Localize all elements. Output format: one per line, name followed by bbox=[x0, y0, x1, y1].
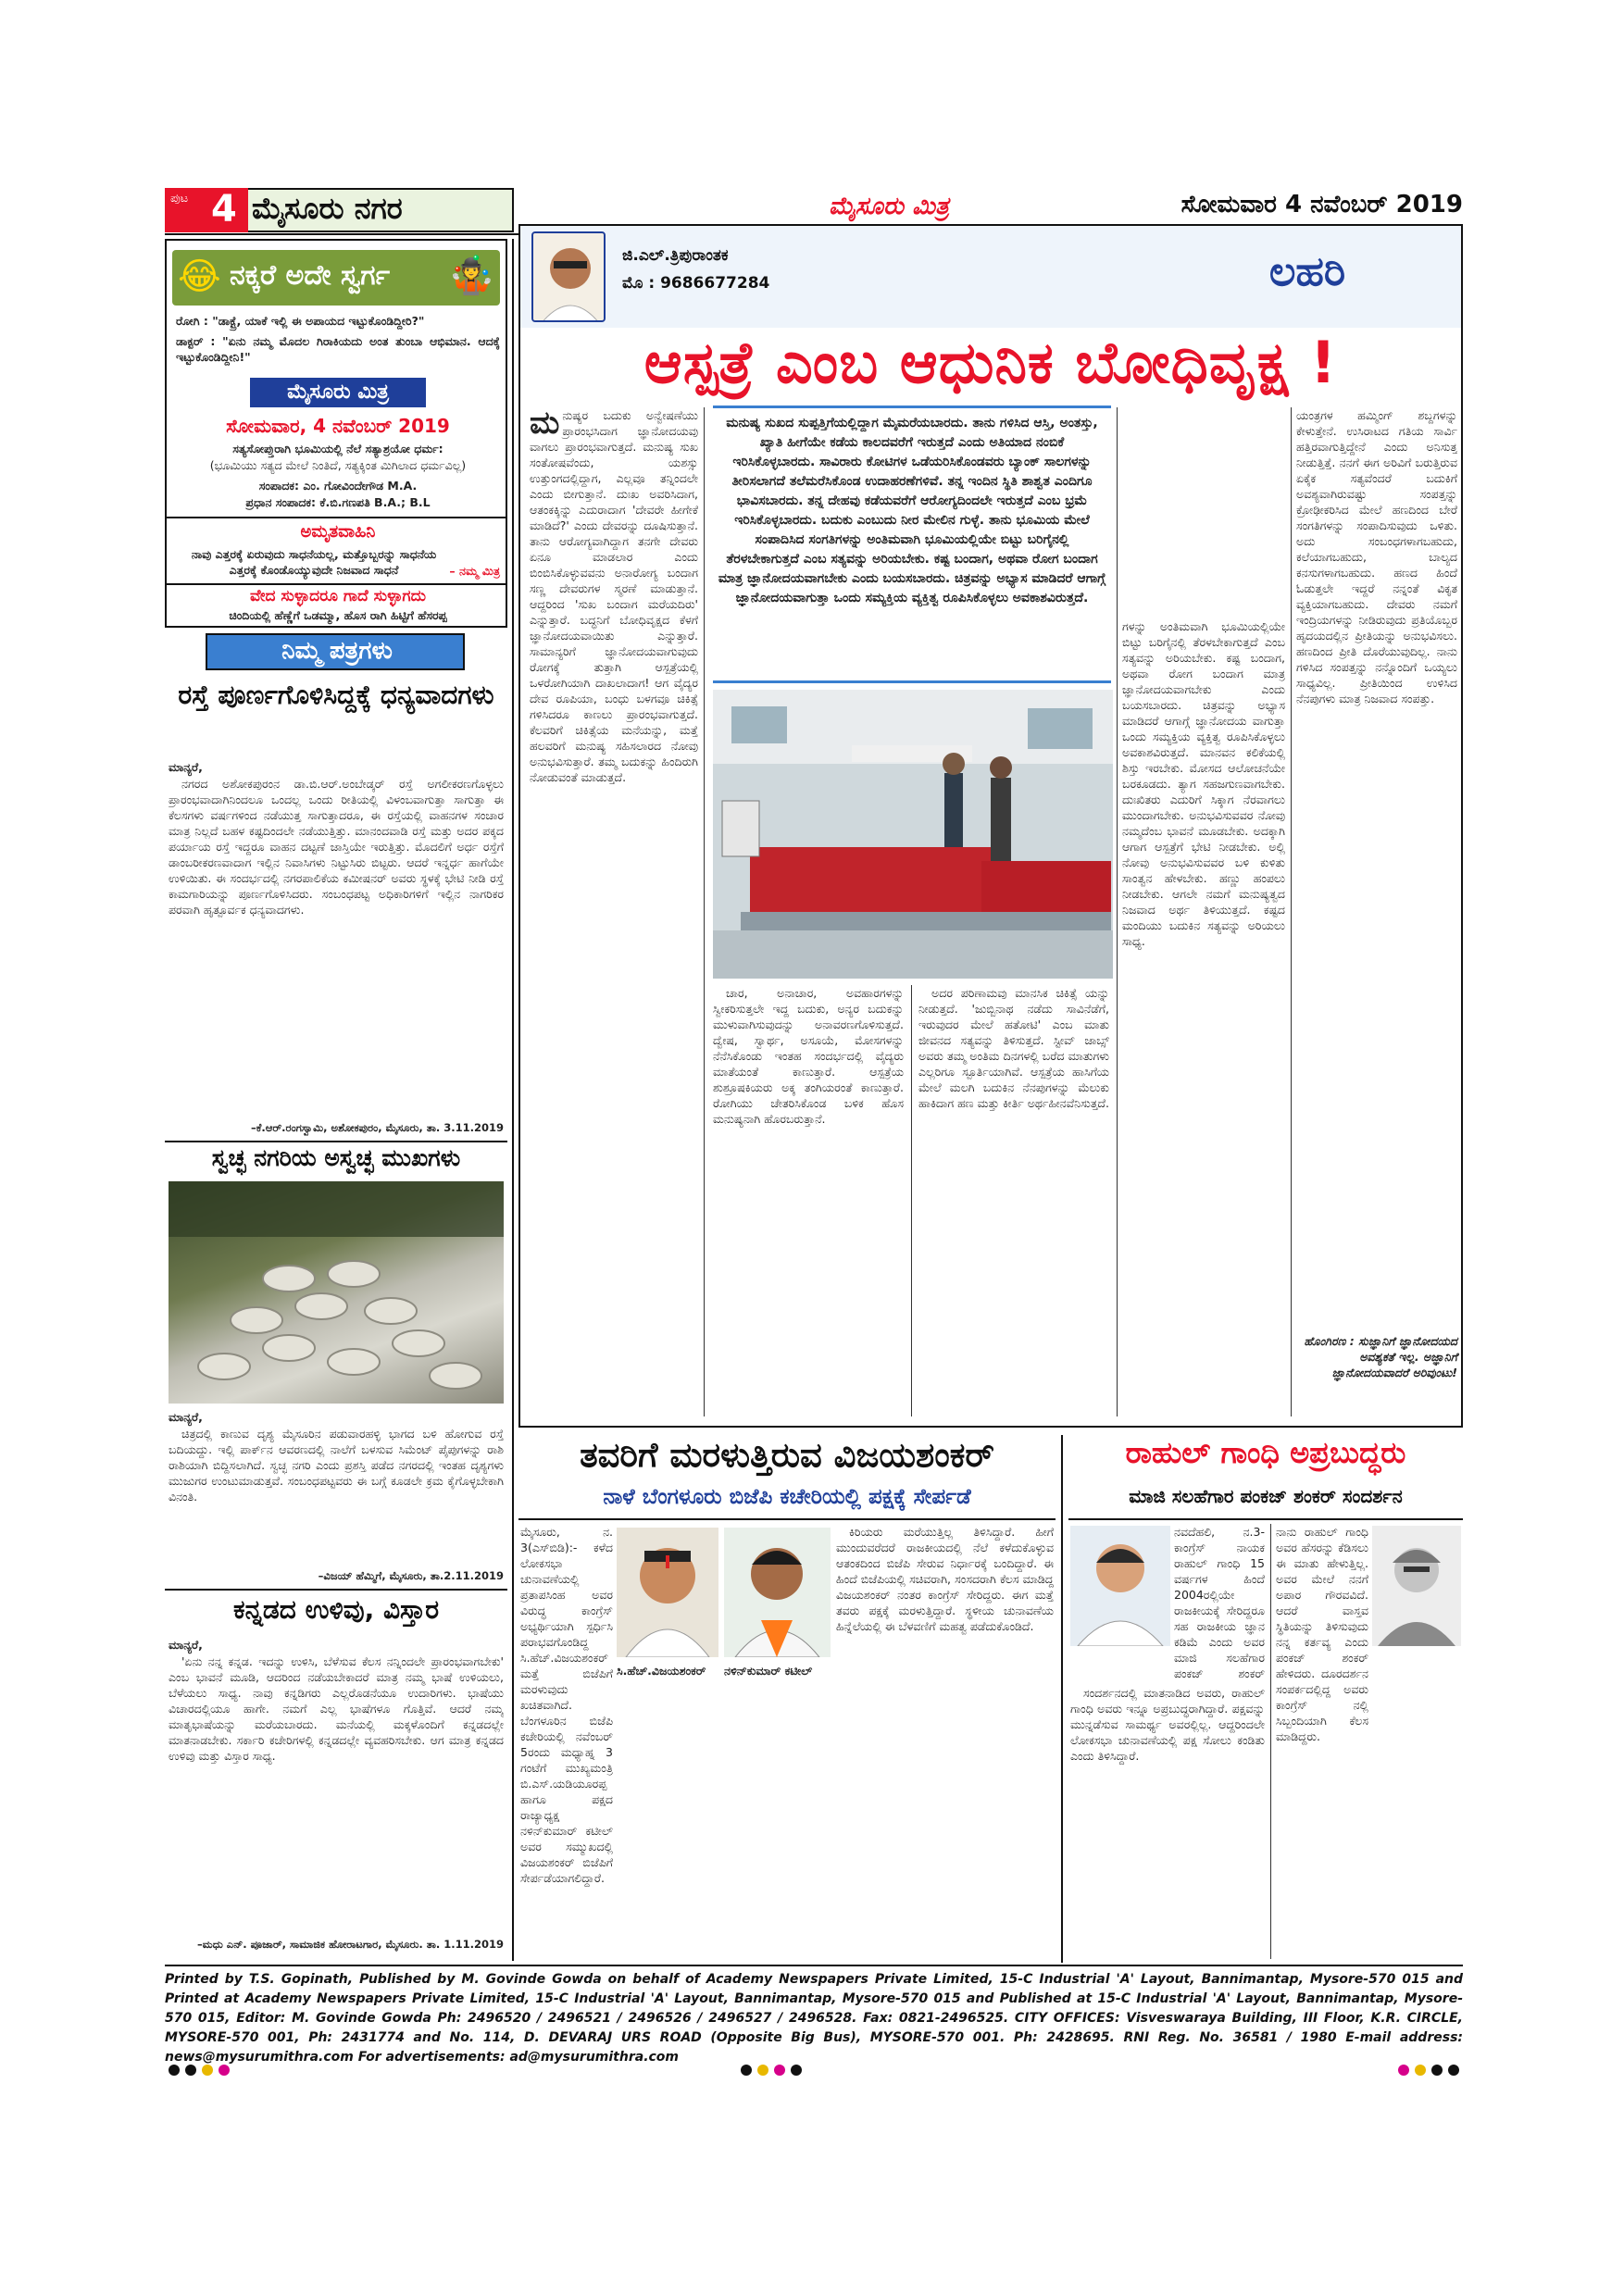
pullquote-box bbox=[713, 406, 1111, 683]
vijayashankar-portrait-icon bbox=[617, 1528, 718, 1657]
column-under2: ಅದರ ಪರಿಣಾಮವು ಮಾನಸಿಕ ಚಿಕಿತ್ಸೆ ಯನ್ನು ನೀಡುತ್ತದೆ. 'ಜುಬ್ಬಿನಾಥ ನಡೆದು ಸಾವಿನೆಡೆಗೆ, ಇರುವುದರ ಮೇಲೆ ಹತೋಟಿ' ಎಂಬ ಮಾತು ಜೀವನದ ಸತ್ಯವನ್ನು ತಿಳಿಸುತ್ತದೆ. ಸ್ಟೀವ್ ಜಾಬ್ಸ್ ಅವರು ತಮ್ಮ ಅಂತಿಮ ದಿನಗಳಲ್ಲಿ ಬರೆದ ಮಾತುಗಳು ಎಲ್ಲರಿಗೂ ಸ್ಪೂರ್ತಿಯಾಗಿವೆ. ಆಸ್ಪತ್ರೆಯ ಹಾಸಿಗೆಯ ಮೇಲೆ ಮಲಗಿ ಬದುಕಿನ ನೆನಪುಗಳನ್ನು ಮೆಲುಕು ಹಾಕಿದಾಗ ಹಣ ಮತ್ತು ಕೀರ್ತಿ ಅರ್ಥಹೀನವೆನಿಸುತ್ತದೆ. bbox=[918, 986, 1109, 1110]
story2-subhead: ಮಾಜಿ ಸಲಹೆಗಾರ ಪಂಕಜ್ ಶಂಕರ್ ಸಂದರ್ಶನ bbox=[1129, 1485, 1403, 1507]
author-portrait-icon bbox=[533, 233, 606, 322]
story2-headline: ರಾಹುಲ್ ಗಾಂಧಿ ಅಪ್ರಬುದ್ಧರು bbox=[1125, 1435, 1406, 1470]
kateel-portrait-icon bbox=[724, 1528, 831, 1657]
icu-scene-illustration bbox=[713, 690, 1113, 979]
story2-photo-pankaj bbox=[1372, 1526, 1461, 1646]
story2-rule bbox=[1068, 1518, 1463, 1520]
story1-caption-vijayashankar: ಸಿ.ಹೆಚ್.ವಿಜಯಶಂಕರ್ bbox=[617, 1664, 706, 1678]
date-line: ಸೋಮವಾರ 4 ನವೆಂಬರ್ 2019 bbox=[1181, 191, 1463, 218]
registration-dot bbox=[1448, 2065, 1459, 2076]
registration-dot bbox=[202, 2065, 213, 2076]
story2-inner-rule bbox=[1270, 1524, 1271, 1959]
letters-header-label: ನಿಮ್ಮ ಪತ್ರಗಳು bbox=[281, 637, 393, 665]
column-header-bar bbox=[520, 226, 1461, 328]
col3-rule bbox=[1291, 407, 1292, 1416]
mini-date: ಸೋಮವಾರ, 4 ನವೆಂಬರ್ 2019 bbox=[226, 415, 450, 437]
veda-text: ಚಿಂದಿಯಲ್ಲಿ ಹೆಣ್ಣೆಗೆ ಒಡಮ್ಮಾ, ಹೊಸ ರಾಗಿ ಹಿಟ್ಟಿಗೆ ಹೆಸರಪ್ಪ bbox=[229, 608, 447, 622]
humor-question: ರೋಗಿ : "ಡಾಕ್ಟ್ರೆ, ಯಾಕೆ ಇಲ್ಲಿ ಈ ಅಪಾಯದ ಇಟ್ಟುಕೊಂಡಿದ್ದೀರಿ?" bbox=[176, 314, 425, 328]
column-col2-lead bbox=[1122, 407, 1285, 618]
story1-subhead: ನಾಳೆ ಬೆಂಗಳೂರು ಬಿಜೆಪಿ ಕಚೇರಿಯಲ್ಲಿ ಪಕ್ಷಕ್ಕೆ ಸೇರ್ಪಡೆ bbox=[603, 1485, 971, 1509]
letter3-title: ಕನ್ನಡದ ಉಳಿವು, ವಿಸ್ತಾರ bbox=[232, 1594, 440, 1625]
story1-body-left: ಮೈಸೂರು, ನ. 3(ಎಸ್‌ಬಿಡಿ):- ಕಳೆದ ಲೋಕಸಭಾ ಚುನಾವಣೆಯಲ್ಲಿ ಪ್ರತಾಪಸಿಂಹ ಅವರ ವಿರುದ್ಧ ಕಾಂಗ್ರೆಸ್ ಅಭ್ಯರ್ಥಿಯಾಗಿ ಸ್ಪರ್ಧಿಸಿ ಪರಾಭವಗೊಂಡಿದ್ದ ಸಿ.ಹೆಚ್.ವಿಜಯಶಂಕರ್ ಮತ್ತೆ ಬಿಜೆಪಿಗೆ ಮರಳುವುದು ಖಚಿತವಾಗಿದೆ. ಬೆಂಗಳೂರಿನ ಬಿಜೆಪಿ ಕಚೇರಿಯಲ್ಲಿ ನವೆಂಬರ್ 5ರಂದು ಮಧ್ಯಾಹ್ನ 3 ಗಂಟೆಗೆ ಮುಖ್ಯಮಂತ್ರಿ ಬಿ.ಎಸ್.ಯಡಿಯೂರಪ್ಪ ಹಾಗೂ ಪಕ್ಷದ ರಾಜ್ಯಾಧ್ಯಕ್ಷ ನಳಿನ್‌ಕುಮಾರ್ ಕಟೀಲ್ ಅವರ ಸಮ್ಮುಖದಲ್ಲಿ ವಿಜಯಶಂಕರ್ ಬಿಜೆಪಿಗೆ ಸೇರ್ಪಡೆಯಾಗಲಿದ್ದಾರೆ. bbox=[520, 1525, 613, 1885]
veda-divider bbox=[167, 583, 506, 585]
rahul-portrait-icon bbox=[1070, 1526, 1170, 1646]
letter2-signature: –ವಿಜಯ್ ಹೆಮ್ಮಿಗೆ, ಮೈಸೂರು, ತಾ.2.11.2019 bbox=[318, 1569, 504, 1582]
letter1-salutation: ಮಾನ್ಯರೆ, bbox=[169, 760, 203, 774]
column-col2-text: ಗಳನ್ನು ಅಂತಿಮವಾಗಿ ಭೂಮಿಯಲ್ಲಿಯೇ ಬಿಟ್ಟು ಬರಿಗೈನಲ್ಲಿ ತೆರಳಬೇಕಾಗುತ್ತದೆ ಎಂಬ ಸತ್ಯವನ್ನು ಅರಿಯಬೇಕು. ಕಷ್ಟ ಬಂದಾಗ, ಅಥವಾ ರೋಗ ಬಂದಾಗ ಮಾತ್ರ ಜ್ಞಾನೋದಯವಾಗಬೇಕು ಎಂದು ಬಯಸಬಾರದು. ಚಿತ್ರವನ್ನು ಅಭ್ಯಾಸ ಮಾಡಿದರೆ ಆಗಾಗ್ಗೆ ಜ್ಞಾನೋದಯ ವಾಗುತ್ತಾ ಒಂದು ಸಮ್ಯಕ್ತಿಯ ವ್ಯಕ್ತಿತ್ವ ರೂಪಿಸಿಕೊಳ್ಳಲು ಅವಕಾಶವಿರುತ್ತದೆ. ಮಾನವನ ಕಲಿಕೆಯಲ್ಲಿ ಶಿಸ್ತು ಇರಬೇಕು. ಮೋಸದ ಆಲೋಚನೆಯೇ ಬರಕೂಡದು. ತ್ಯಾಗ ಸಹಜಗುಣವಾಗಬೇಕು. ದುಃಖಿತರು ಎದುರಿಗೆ ಸಿಕ್ಕಾಗ ನೆರವಾಗಲು ಮುಂದಾಗಬೇಕು. ಅನುಭವಿಸುವವರ ನೋವು ನಮ್ಮದೆಂಬ ಭಾವನೆ ಮೂಡಬೇಕು. ಅದಕ್ಕಾಗಿ ಆಗಾಗ ಆಸ್ಪತ್ರೆಗೆ ಭೇಟಿ ನೀಡಬೇಕು. ಅಲ್ಲಿ ನೋವು ಅನುಭವಿಸುವವರ ಬಳಿ ಕುಳಿತು ಸಾಂತ್ವನ ಹೇಳಬೇಕು. ಹಣ್ಣು ಹಂಪಲು ನೀಡಬೇಕು. ಆಗಲೇ ನಮಗೆ ಮನುಷ್ಯತ್ವದ ನಿಜವಾದ ಅರ್ಥ ತಿಳಿಯುತ್ತದೆ. ಕಷ್ಟದ ಮಂದಿಯು ಬದುಕಿನ ಸತ್ಯವನ್ನು ಅರಿಯಲು ಸಾಧ್ಯ. bbox=[1122, 619, 1285, 948]
registration-dot bbox=[741, 2065, 752, 2076]
laughing-face-icon: 😂 bbox=[178, 256, 221, 298]
col1-rule bbox=[704, 407, 705, 1416]
column-col2 bbox=[1122, 407, 1285, 1416]
letters-header bbox=[206, 633, 465, 670]
column-headline: ಆಸ್ಪತ್ರೆ ಎಂಬ ಆಧುನಿಕ ಬೋಧಿವೃಕ್ಷ ! bbox=[643, 329, 1338, 396]
story2-photo-rahul bbox=[1070, 1526, 1170, 1646]
story2-body2: ಸಂದರ್ಶನದಲ್ಲಿ ಮಾತನಾಡಿದ ಅವರು, ರಾಹುಲ್ ಗಾಂಧಿ ಅವರು ಇನ್ನೂ ಅಪ್ರಬುದ್ಧರಾಗಿದ್ದಾರೆ. ಪಕ್ಷವನ್ನು ಮುನ್ನಡೆಸುವ ಸಾಮರ್ಥ್ಯ ಅವರಲ್ಲಿಲ್ಲ. ಆದ್ದರಿಂದಲೇ ಲೋಕಸಭಾ ಚುನಾವಣೆಯಲ್ಲಿ ಪಕ್ಷ ಸೋಲು ಕಂಡಿತು ಎಂದು ತಿಳಿಸಿದ್ದಾರೆ. bbox=[1070, 1686, 1265, 1763]
registration-dot bbox=[757, 2065, 768, 2076]
author-name: ಜಿ.ಎಲ್.ತ್ರಿಪುರಾಂತಕ bbox=[622, 246, 729, 265]
story1-rule bbox=[518, 1518, 1056, 1520]
humor-title: ನಕ್ಕರೆ ಅದೇ ಸ್ವರ್ಗ bbox=[230, 259, 391, 292]
letter2-body: ಚಿತ್ರದಲ್ಲಿ ಕಾಣುವ ದೃಶ್ಯ ಮೈಸೂರಿನ ಪಡುವಾರಹಳ್ಳಿ ಭಾಗದ ಬಳಿ ಹೋಗುವ ರಸ್ತೆ ಬದಿಯದ್ದು. ಇಲ್ಲಿ ಪಾರ್ಕ್‌ನ ಆವರಣದಲ್ಲಿ ನಾಲೆಗೆ ಬಳಸುವ ಸಿಮೆಂಟ್ ಪೈಪುಗಳನ್ನು ರಾಶಿ ರಾಶಿಯಾಗಿ ಬಿದ್ದಿಸಲಾಗಿದೆ. ಸ್ವಚ್ಛ ನಗರಿ ಎಂದು ಪ್ರಶಸ್ತಿ ಪಡೆದ ನಗರದಲ್ಲಿ ಇಂತಹ ದೃಶ್ಯಗಳು ಮುಜುಗರ ಉಂಟುಮಾಡುತ್ತವೆ. ಸಂಬಂಧಪಟ್ಟವರು ಈ ಬಗ್ಗೆ ಕೂಡಲೇ ಕ್ರಮ ಕೈಗೊಳ್ಳಬೇಕಾಗಿ ವಿನಂತಿ. bbox=[169, 1427, 504, 1504]
humor-answer: ಡಾಕ್ಟರ್ : "ಏನು ನಮ್ಮ ಮೊದಲ ಗಿರಾಕಿಯದು ಅಂತ ತುಂಬಾ ಆಭಿಮಾನ. ಆದಕ್ಕೆ ಇಟ್ಟುಕೊಂಡಿದ್ದೀನಿ!" bbox=[176, 334, 500, 364]
letter2-title: ಸ್ವಚ್ಛ ನಗರಿಯ ಅಸ್ವಚ್ಛ ಮುಖಗಳು bbox=[211, 1144, 461, 1171]
registration-dot bbox=[1398, 2065, 1409, 2076]
column-under1: ಚಾರ, ಅನಾಚಾರ, ಅವಹಾರಗಳನ್ನು ಸ್ವೀಕರಿಸುತ್ತಲೇ ಇದ್ದ ಬದುಕು, ಅನ್ಯರ ಬದುಕನ್ನು ಮುಳುವಾಗಿಸುವುದನ್ನು ಅನಾವರಣಗೊಳಿಸುತ್ತದೆ. ದ್ವೇಷ, ಸ್ವಾರ್ಥ, ಅಸೂಯೆ, ಮೋಸಗಳನ್ನು ನೆನೆಸಿಕೊಂಡು ಇಂತಹ ಸಂದರ್ಭದಲ್ಲಿ ವೈದ್ಯರು ಮಾತೆಯಂತೆ ಕಾಣುತ್ತಾರೆ. ಆಸ್ಪತ್ರೆಯ ಶುಶ್ರೂಷಕಿಯರು ಅಕ್ಕ ತಂಗಿಯರಂತೆ ಕಾಣುತ್ತಾರೆ. ರೋಗಿಯು ಚೇತರಿಸಿಕೊಂಡ ಬಳಿಕ ಹೊಸ ಮನುಷ್ಯನಾಗಿ ಹೊರಬರುತ್ತಾನೆ. bbox=[713, 986, 904, 1126]
left-column-rule bbox=[512, 239, 514, 1961]
under-rule bbox=[911, 985, 912, 1416]
footer-imprint: Printed by T.S. Gopinath, Published by M. Govinde Gowda on behalf of Academy Newspapers Private Limited, 15-C Industrial 'A' Layout, Bannimantap, Mysore-570 015 and Printed at Academy Newspapers Private Limited, 15-C Industrial 'A' Layout, Bannimantap, Mysore-570 015 and Published at 15-C Industrial 'A' Layout, Bannimantap, Mysore-570 015, Editor: M. Govinde Gowda Ph: 2496520 / 2496521 / 2496526 / 2496527 / 2496528. Fax: 0821-2496525. CITY OFFICES: Visveswaraya Building, III Floor, K.R. CIRCLE, MYSORE-570 001, Ph: 2431774 and No. 114, D. DEVARAJ URS ROAD (Opposite Big Bus), MYSORE-570 001. Ph: 2428695. RNI Reg. No. 36581 / 1980 E-mail address: news@mysurumithra.com For advertisements: ad@mysurumithra.com bbox=[165, 1972, 1463, 2065]
registration-dot bbox=[1431, 2065, 1443, 2076]
humor-box bbox=[165, 239, 507, 628]
page-number: 4 bbox=[211, 188, 237, 231]
story1-photo-vijayashankar bbox=[617, 1528, 718, 1657]
stories-divider bbox=[1061, 1435, 1063, 1963]
story1-body-left2 bbox=[617, 1663, 718, 1959]
column-name: ಲಹರಿ bbox=[1268, 248, 1346, 295]
dropcap: ಮ bbox=[530, 407, 560, 442]
amrut-title: ಅಮೃತವಾಹಿನಿ bbox=[300, 522, 376, 542]
mini-tagline-translation: (ಭೂಮಿಯು ಸತ್ಯದ ಮೇಲೆ ನಿಂತಿದೆ, ಸತ್ಯಕ್ಕಿಂತ ಮಿಗಿಲಾದ ಧರ್ಮವಿಲ್ಲ) bbox=[209, 458, 467, 472]
page-label: ಪುಟ bbox=[170, 192, 189, 206]
veda-title: ವೇದ ಸುಳ್ಳಾದರೂ ಗಾದೆ ಸುಳ್ಳಾಗದು bbox=[250, 587, 426, 605]
humor-title-bar bbox=[172, 250, 500, 306]
amrut-author: – ನಮ್ಮ ಮಿತ್ರ bbox=[449, 564, 500, 578]
story2-body1: ನವದೆಹಲಿ, ನ.3- ಕಾಂಗ್ರೆಸ್ ನಾಯಕ ರಾಹುಲ್ ಗಾಂಧಿ 15 ವರ್ಷಗಳ ಹಿಂದೆ 2004ರಲ್ಲಿಯೇ ರಾಜಕೀಯಕ್ಕೆ ಸೇರಿದ್ದರೂ ಸಹ ರಾಜಕೀಯ ಜ್ಞಾನ ಕಡಿಮೆ ಎಂದು ಅವರ ಮಾಜಿ ಸಲಹೆಗಾರ ಪಂಕಜ್ ಶಂಕರ್ bbox=[1174, 1525, 1265, 1680]
section-name: ಮೈಸೂರು ನಗರ bbox=[252, 191, 403, 226]
author-photo bbox=[531, 231, 606, 322]
humor-divider bbox=[167, 517, 506, 518]
registration-dot bbox=[219, 2065, 230, 2076]
letter1-title: ರಸ್ತೆ ಪೂರ್ಣಗೊಳಿಸಿದ್ದಕ್ಕೆ ಧನ್ಯವಾದಗಳು bbox=[178, 680, 494, 710]
editor-line: ಸಂಪಾದಕ: ಎಂ. ಗೋವಿಂದೇಗೌಡ M.A. bbox=[258, 479, 418, 493]
column-ending: ಹೊಂಗಿರಣ : ಸುಜ್ಞಾನಿಗೆ ಜ್ಞಾನೋದಯದ ಅವಶ್ಯಕತೆ ಇಲ್ಲ. ಅಜ್ಞಾನಿಗೆ ಜ್ಞಾನೋದಯವಾದರೆ ಅರಿವುಂಟು! bbox=[1304, 1334, 1457, 1379]
cement-pipes-illustration bbox=[169, 1181, 504, 1404]
story1-headline: ತವರಿಗೆ ಮರಳುತ್ತಿರುವ ವಿಜಯಶಂಕರ್ bbox=[580, 1435, 994, 1475]
registration-dot bbox=[1415, 2065, 1426, 2076]
author-phone: ಮೊ : 9686677284 bbox=[622, 274, 770, 293]
letter1-signature: –ಕೆ.ಆರ್.ರಂಗಸ್ವಾಮಿ, ಅಶೋಕಪುರಂ, ಮೈಸೂರು, ತಾ. 3.11.2019 bbox=[250, 1121, 504, 1134]
mini-masthead: ಮೈಸೂರು ಮಿತ್ರ bbox=[250, 378, 426, 407]
hospital-photo bbox=[713, 690, 1113, 979]
story2-body3: ನಾನು ರಾಹುಲ್ ಗಾಂಧಿ ಅವರ ಹೆಸರನ್ನು ಕೆಡಿಸಲು ಈ ಮಾತು ಹೇಳುತ್ತಿಲ್ಲ. ಅವರ ಮೇಲೆ ನನಗೆ ಅಪಾರ ಗೌರವವಿದೆ. ಆದರೆ ವಾಸ್ತವ ಸ್ಥಿತಿಯನ್ನು ತಿಳಿಸುವುದು ನನ್ನ ಕರ್ತವ್ಯ ಎಂದು ಪಂಕಜ್ ಶಂಕರ್ ಹೇಳಿದರು. ದೂರದರ್ಶನ ಸಂಪರ್ಕದಲ್ಲಿದ್ದ ಅವರು ಕಾಂಗ್ರೆಸ್ ನಲ್ಲಿ ಸಿಬ್ಬಂದಿಯಾಗಿ ಕೆಲಸ ಮಾಡಿದ್ದರು. bbox=[1276, 1525, 1368, 1743]
col2-rule bbox=[1117, 407, 1118, 1416]
letter2-salutation: ಮಾನ್ಯರೆ, bbox=[169, 1410, 203, 1424]
mini-tagline: ಸತ್ಯಸೋಪ್ತುರಾಗಿ ಭೂಮಿಯಲ್ಲಿ ನೆಲೆ ಸತ್ಯಾಶ್ರಯೋ ಧರ್ಮ: bbox=[232, 442, 443, 455]
story1-caption-kateel: ನಳಿನ್‌ಕುಮಾರ್ ಕಟೀಲ್ bbox=[724, 1664, 813, 1678]
registration-dot bbox=[774, 2065, 785, 2076]
page-number-box bbox=[165, 188, 248, 232]
column-col1 bbox=[530, 407, 698, 1416]
footer-rule bbox=[165, 1965, 1463, 1966]
letter1-body: ನಗರದ ಅಶೋಕಪುರಂನ ಡಾ.ಬಿ.ಆರ್.ಅಂಬೇಡ್ಕರ್ ರಸ್ತೆ ಅಗಲೀಕರಣಗೊಳ್ಳಲು ಪ್ರಾರಂಭವಾದಾಗಿನಿಂದಲೂ ಒಂದಲ್ಲ ಒಂದು ರೀತಿಯಲ್ಲಿ ವಿಳಂಬವಾಗುತ್ತಾ ಸಾಗುತ್ತಾ ಈ ಕೆಲಸಗಳು ವರ್ಷಗಳಿಂದ ನಡೆಯುತ್ತ ಸಾಗುತ್ತಾದರೂ, ಈ ರಸ್ತೆಯಲ್ಲಿ ವಾಹನಗಳ ಸಂಚಾರ ಮಾತ್ರ ನಿಲ್ಲದೆ ಬಹಳ ಕಷ್ಟದಿಂದಲೇ ನಡೆಯುತ್ತಿತ್ತು. ಮಾನಂದವಾಡಿ ರಸ್ತೆ ಮತ್ತು ಅದರ ಪಕ್ಕದ ಪರ್ಯಾಯ ರಸ್ತೆ ಇದ್ದರೂ ವಾಹನ ದಟ್ಟಣೆ ಜಾಸ್ತಿಯೇ ಇರುತ್ತಿತ್ತು. ಮೊದಲಿಗೆ ಅರ್ಧ ರಸ್ತೆಗೆ ಡಾಂಬರೀಕರಣವಾದಾಗ ಇಲ್ಲಿನ ನಿವಾಸಿಗಳು ನಿಟ್ಟುಸಿರು ಬಿಟ್ಟರು. ಆದರೆ ಇನ್ನರ್ಧ ಹಾಗೆಯೇ ಉಳಿಯಿತು. ಈ ಸಂದರ್ಭದಲ್ಲಿ ನಗರಪಾಲಿಕೆಯ ಕಮೀಷನರ್ ಅವರು ಸ್ಥಳಕ್ಕೆ ಭೇಟಿ ನೀಡಿ ರಸ್ತೆ ಕಾಮಗಾರಿಯನ್ನು ಪೂರ್ಣಗೊಳಿಸಿದರು. ಸಂಬಂಧಪಟ್ಟ ಅಧಿಕಾರಿಗಳಿಗೆ ಇಲ್ಲಿನ ನಾಗರಿಕರ ಪರವಾಗಿ ಹೃತ್ಪೂರ್ವಕ ಧನ್ಯವಾದಗಳು. bbox=[169, 777, 504, 917]
letter2-photo bbox=[169, 1181, 504, 1404]
story1-body-right: ಕಿರಿಯರು ಮರೆಯುತ್ತಿಲ್ಲ ತಿಳಿಸಿದ್ದಾರೆ. ಹೀಗೆ ಮುಂದುವರೆದರೆ ರಾಜಕೀಯದಲ್ಲಿ ನೆಲೆ ಕಳೆದುಕೊಳ್ಳುವ ಆತಂಕದಿಂದ ಬಿಜೆಪಿ ಸೇರುವ ನಿರ್ಧಾರಕ್ಕೆ ಬಂದಿದ್ದಾರೆ. ಈ ಹಿಂದೆ ಬಿಜೆಪಿಯಲ್ಲಿ ಸಚಿವರಾಗಿ, ಸಂಸದರಾಗಿ ಕೆಲಸ ಮಾಡಿದ್ದ ವಿಜಯಶಂಕರ್ ನಂತರ ಕಾಂಗ್ರೆಸ್ ಸೇರಿದ್ದರು. ಈಗ ಮತ್ತೆ ತವರು ಪಕ್ಷಕ್ಕೆ ಮರಳುತ್ತಿದ್ದಾರೆ. ಸ್ಥಳೀಯ ಚುನಾವಣೆಯ ಹಿನ್ನೆಲೆಯಲ್ಲಿ ಈ ಬೆಳವಣಿಗೆ ಮಹತ್ವ ಪಡೆದುಕೊಂಡಿದೆ. bbox=[836, 1525, 1054, 1633]
letter1-rule bbox=[165, 1141, 507, 1142]
column-col1-text: ನುಷ್ಯರ ಬದುಕು ಅನ್ವೇಷಣೆಯು ಪ್ರಾರಂಭಸಿದಾಗ ಜ್ಞಾನೋದಯವು ವಾಗಲು ಪ್ರಾರಂಭವಾಗುತ್ತದೆ. ಮನುಷ್ಯ ಸುಖ ಸಂತೋಷವೆಂದು, ಯಶಸ್ಸು ಉತ್ತುಂಗದಲ್ಲಿದ್ದಾಗ, ಎಲ್ಲವೂ ತನ್ನಿಂದಲೇ ಎಂದು ಬೀಗುತ್ತಾನೆ. ದುಃಖ ಅವರಿಸಿದಾಗ, ಆತಂಕಕ್ಕಿನ್ನು ಎದುರಾದಾಗ 'ದೇವರೇ ಹೀಗೇಕೆ ಮಾಡಿದೆ?' ಎಂದು ದೇವರನ್ನು ದೂಷಿಸುತ್ತಾನೆ. ತಾನು ಆರೋಗ್ಯವಾಗಿದ್ದಾಗ ತನಗೇ ದೇವರು ಏನೂ ಮಾಡಲಾರ ಎಂದು ಬಿಂಬಿಸಿಕೊಳ್ಳುವವನು ಅನಾರೋಗ್ಯ ಬಂದಾಗ ಸಣ್ಣ ದೇವರುಗಳ ಸ್ಮರಣೆ ಮಾಡುತ್ತಾನೆ. ಆದ್ದರಿಂದ 'ಸುಖ ಬಂದಾಗ ಮರೆಯದಿರು' ಎನ್ನುತ್ತಾರೆ. ಬದ್ಧನಿಗೆ ಬೋಧಿವೃಕ್ಷದ ಕೆಳಗೆ ಜ್ಞಾನೋದಯವಾಯಿತು ಎನ್ನುತ್ತಾರೆ. ಸಾಮಾನ್ಯರಿಗೆ ಜ್ಞಾನೋದಯವಾಗುವುದು ರೋಗಕ್ಕೆ ತುತ್ತಾಗಿ ಆಸ್ಪತ್ರೆಯಲ್ಲಿ ಒಳರೋಗಿಯಾಗಿ ದಾಖಲಾದಾಗ! ಆಗ ವೈದ್ಯರ ದೇವ ರೂಪಿಯಾ, ಬಂಧು ಬಳಗವೂ ಚಿಕಿತ್ಸೆ ಗಳಿಸಿದರೂ ಕಾಣಲು ಪ್ರಾರಂಭವಾಗುತ್ತದೆ. ಕೆಲವರಿಗೆ ಚಿಕಿತ್ಸೆಯ ಮನೆಯನ್ನು, ಮತ್ತೆ ಹಲವರಿಗೆ ಮನುಷ್ಯ ಸಹಿಸಲಾರದ ನೋವು ಅನುಭವಿಸುತ್ತಾರೆ. ತಮ್ಮ ಬದುಕನ್ನು ಹಿಂದಿರುಗಿ ನೋಡುವಂತೆ ಮಾಡುತ್ತದೆ. bbox=[530, 408, 698, 784]
pankaj-portrait-icon bbox=[1372, 1526, 1461, 1646]
masthead: ಮೈಸೂರು ಮಿತ್ರ bbox=[829, 193, 949, 220]
amrut-quote: ನಾವು ಎತ್ತರಕ್ಕೆ ಏರುವುದು ಸಾಧನೆಯಲ್ಲ, ಮತ್ತೊಬ್ಬರನ್ನು ಸಾಧನೆಯ ಎತ್ತರಕ್ಕೆ ಕೊಂಡೊಯ್ಯುವುದೇ ನಿಜವಾದ ಸಾಧನೆ bbox=[191, 547, 437, 577]
registration-dot bbox=[185, 2065, 196, 2076]
registration-dot bbox=[791, 2065, 802, 2076]
story1-photo-kateel bbox=[724, 1528, 831, 1657]
letter2-rule bbox=[165, 1589, 507, 1591]
letter3-signature: –ಮಧು ಎನ್. ಪೂಜಾರ್, ಸಾಮಾಜಿಕ ಹೋರಾಟಗಾರ, ಮೈಸೂರು. ತಾ. 1.11.2019 bbox=[197, 1938, 504, 1951]
registration-dot bbox=[169, 2065, 180, 2076]
chief-editor-line: ಪ್ರಧಾನ ಸಂಪಾದಕ: ಕೆ.ಬಿ.ಗಣಪತಿ B.A.; B.L bbox=[245, 495, 431, 509]
letter3-body: 'ಏನು ನನ್ನ ಕನ್ನಡ. ಇದನ್ನು ಉಳಿಸಿ, ಬೆಳೆಸುವ ಕೆಲಸ ನನ್ನಿಂದಲೇ ಪ್ರಾರಂಭವಾಗಬೇಕು' ಎಂಬ ಭಾವನೆ ಮೂಡಿ, ಆದರಿಂದ ನಡೆಯಬೇಕಾದರೆ ಮಾತ್ರ ನಮ್ಮ ಭಾಷೆ ಉಳಿಯಲು, ಬೆಳೆಯಲು ಸಾಧ್ಯ. ನಾವು ಕನ್ನಡಿಗರು ಎಲ್ಲರೊಡನೆಯೂ ಉದಾರಿಗಳು. ಭಾಷೆಯು ವಿಚಾರದಲ್ಲಿಯೂ ಹಾಗೇ. ನಮಗೆ ಎಲ್ಲ ಭಾಷೆಗಳೂ ಗೊತ್ತಿವೆ. ಆದರೆ ನಮ್ಮ ಮಾತೃಭಾಷೆಯನ್ನು ಮರೆಯಬಾರದು. ಮನೆಯಲ್ಲಿ ಮಕ್ಕಳೊಂದಿಗೆ ಕನ್ನಡದಲ್ಲೇ ಮಾತನಾಡಬೇಕು. ಸರ್ಕಾರಿ ಕಚೇರಿಗಳಲ್ಲಿ ಕನ್ನಡದಲ್ಲೇ ವ್ಯವಹರಿಸಬೇಕು. ಆಗ ಮಾತ್ರ ಕನ್ನಡದ ಉಳಿವು ಮತ್ತು ವಿಸ್ತಾರ ಸಾಧ್ಯ. bbox=[169, 1654, 504, 1763]
jester-icon: 🤹 bbox=[448, 255, 494, 297]
letter3-salutation: ಮಾನ್ಯರೆ, bbox=[169, 1638, 203, 1652]
pullquote-text: ಮನುಷ್ಯ ಸುಖದ ಸುಪ್ಪತ್ತಿಗೆಯಲ್ಲಿದ್ದಾಗ ಮೈಮರೆಯಬಾರದು. ತಾನು ಗಳಿಸಿದ ಆಸ್ತಿ, ಅಂತಸ್ತು, ಖ್ಯಾತಿ ಹೀಗೆಯೇ ಕಡೆಯ ಕಾಲದವರೆಗೆ ಇರುತ್ತದೆ ಎಂದು ಅತಿಯಾದ ನಂಬಿಕೆ ಇರಿಸಿಕೊಳ್ಳಬಾರದು. ಸಾವಿರಾರು ಕೋಟಿಗಳ ಒಡೆಯರಿಸಿಕೊಂಡವರು ಬ್ಯಾಂಕ್ ಸಾಲಗಳನ್ನು ತೀರಿಸಲಾಗದೆ ತಲೆಮರೆಸಿಕೊಂಡ ಉದಾಹರಣೆಗಳಿವೆ. ತನ್ನ ಇಂದಿನ ಸ್ಥಿತಿ ಶಾಶ್ವತ ಎಂದಿಗೂ ಭಾವಿಸಬಾರದು. ತನ್ನ ದೇಹವು ಕಡೆಯವರೆಗೆ ಆರೋಗ್ಯದಿಂದಲೇ ಇರುತ್ತದೆ ಎಂಬ ಭ್ರಮೆ ಇರಿಸಿಕೊಳ್ಳಬಾರದು. ಬದುಕು ಎಂಬುದು ನೀರ ಮೇಲಿನ ಗುಳ್ಳೆ. ತಾನು ಭೂಮಿಯ ಮೇಲೆ ಸಂಪಾದಿಸಿದ ಸಂಗತಿಗಳನ್ನು ಅಂತಿಮವಾಗಿ ಭೂಮಿಯಲ್ಲಿಯೇ ಬಿಟ್ಟು ಬರಿಗೈನಲ್ಲಿ ತೆರಳಬೇಕಾಗುತ್ತದೆ ಎಂಬ ಸತ್ಯವನ್ನು ಅರಿಯಬೇಕು. ಕಷ್ಟ ಬಂದಾಗ, ಅಥವಾ ರೋಗ ಬಂದಾಗ ಮಾತ್ರ ಜ್ಞಾನೋದಯವಾಗಬೇಕು ಎಂದು ಬಯಸಬಾರದು. ಚಿತ್ರವನ್ನು ಅಭ್ಯಾಸ ಮಾಡಿದರೆ ಆಗಾಗ್ಗೆ ಜ್ಞಾನೋದಯವಾಗುತ್ತಾ ಒಂದು ಸಮ್ಯಕ್ತಿಯ ವ್ಯಕ್ತಿತ್ವ ರೂಪಿಸಿಕೊಳ್ಳಲು ಅವಕಾಶವಿರುತ್ತದೆ. bbox=[718, 416, 1106, 605]
column-col3: ಯಂತ್ರಗಳ ಹಮ್ಮಿಂಗ್ ಶಬ್ದಗಳನ್ನು ಕೇಳುತ್ತೇನೆ. ಉಸಿರಾಟದ ಗತಿಯ ಸಾರ್ವಿ ಹತ್ತಿರವಾಗುತ್ತಿದ್ದೇನೆ ಎಂದು ಅನಿಸುತ್ತ ನೀಡುತ್ತಿತ್ತೆ. ನನಗೆ ಈಗ ಅರಿವಿಗೆ ಬರುತ್ತಿರುವ ಏಕೈಕ ಸತ್ಯವೆಂದರೆ ಬದುಕಿಗೆ ಅವಶ್ಯವಾಗಿರುವಷ್ಟು ಸಂಪತ್ತನ್ನು ಕ್ರೋಢೀಕರಿಸಿದ ಮೇಲೆ ಹಣದಿಂದ ಬೇರೆ ಸಂಗತಿಗಳನ್ನು ಸಂಪಾದಿಸುವುದು ಒಳಿತು. ಅದು ಸಂಬಂಧಗಳಾಗಬಹುದು, ಕಲೆಯಾಗಬಹುದು, ಬಾಲ್ಯದ ಕನಸುಗಳಾಗಬಹುದು. ಹಣದ ಹಿಂದೆ ಓಡುತ್ತಲೇ ಇದ್ದರೆ ನನ್ನಂತೆ ವಿಕೃತ ವ್ಯಕ್ತಿಯಾಗಬಹುದು. ದೇವರು ನಮಗೆ ಇಂದ್ರಿಯಗಳನ್ನು ನೀಡಿರುವುದು ಪ್ರತಿಯೊಬ್ಬರ ಹೃದಯದಲ್ಲಿನ ಪ್ರೀತಿಯನ್ನು ಅನುಭವಿಸಲು. ಹಣದಿಂದ ಪ್ರೀತಿ ದೊರೆಯುವುದಿಲ್ಲ. ನಾನು ಗಳಿಸಿದ ಸಂಪತ್ತನ್ನು ನನ್ನೊಂದಿಗೆ ಒಯ್ಯಲು ಸಾಧ್ಯವಿಲ್ಲ. ಪ್ರೀತಿಯಿಂದ ಉಳಿಸಿದ ನೆನಪುಗಳು ಮಾತ್ರ ನಿಜವಾದ ಸಂಪತ್ತು. bbox=[1296, 408, 1457, 705]
